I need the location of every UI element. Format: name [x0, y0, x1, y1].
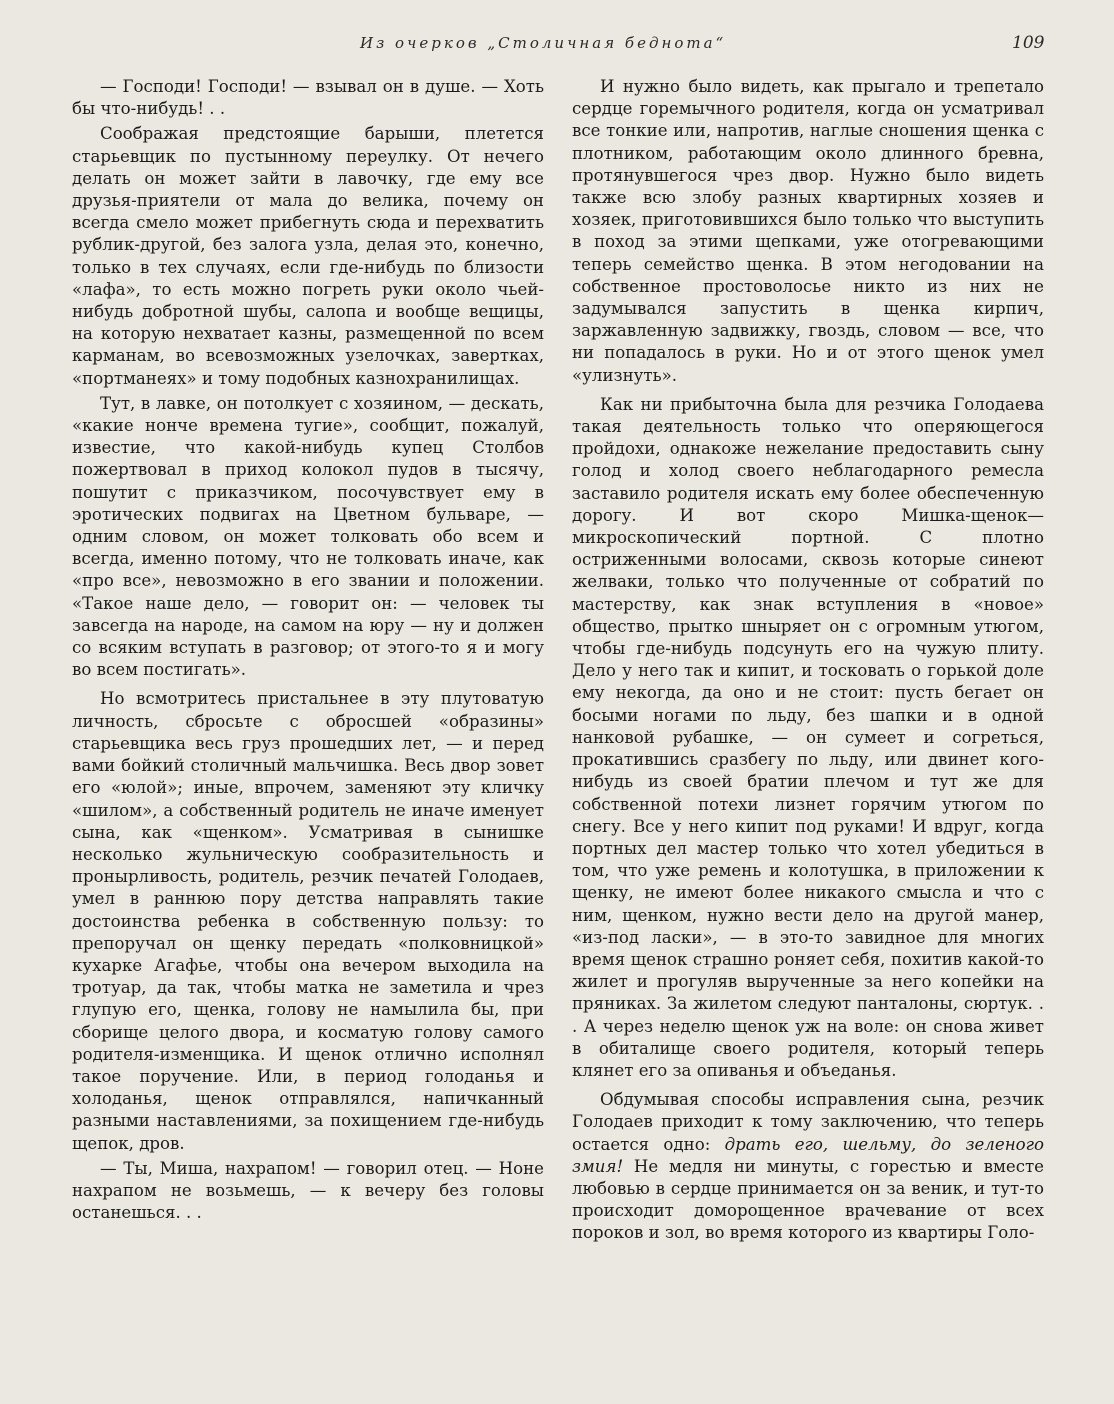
paragraph: [572, 1089, 1044, 1244]
emphasized-phrase: драть его, шельму, до зеленого змия!: [572, 1134, 1044, 1176]
paragraph: — Господи! Господи! — взывал он в душе. — Хоть бы что-нибудь! . .: [72, 77, 544, 119]
paragraph: Тут, в лавке, он потолкует с хозяином, — дескать, «какие нонче времена тугие», сообщит, пожалуй, известие, что какой-нибудь купец Столбов пожертвовал в приход колокол пудов в тысячу, пошутит с приказчиком, посочувствует ему в эротических подвигах на Цветном бульваре, — одним словом, он может толковать обо всем и всегда, именно потому, что не толковать иначе, как «про все», невозможно в его звании и положении. «Такое наше дело, — говорит он: — человек ты завсегда на народе, на самом на юру — ну и должен со всяким вступать в разговор; от этого-то я и могу во всем постигать».: [72, 393, 544, 680]
paragraph-text: Обдумывая способы исправления сына, резчик Голодаев приходит к тому заключению, что теперь остается одно:: [572, 1090, 1044, 1154]
paragraph: Соображая предстоящие барыши, плетется старьевщик по пустынному переулку. От нечего делать он может зайти в лавочку, где ему все друзья-приятели от мала до велика, почему он всегда смело может прибегнуть сюда и перехватить рублик-другой, без залога узла, делая это, конечно, только в тех случаях, если где-нибудь по близости «лафа», то есть можно погреть руки около чьей-нибудь добротной шубы, салопа и вообще вещицы, на которую нехватает казны, размещенной по всем карманам, во всевозможных узелочках, завертках, «портманеях» и тому подобных казнохранилищах.: [72, 124, 544, 388]
page-number: 109: [1012, 33, 1045, 53]
paragraph: — Ты, Миша, нахрапом! — говорил отец. — Ноне нахрапом не возьмешь, — к вечеру без головы останешься. . .: [72, 1158, 544, 1223]
paragraph: И нужно было видеть, как прыгало и трепетало сердце горемычного родителя, когда он усматривал все тонкие или, напротив, наглые сношения щенка с плотником, работающим около длинного бревна, протянувшегося чрез двор. Нужно было видеть также всю злобу разных квартирных хозяев и хозяек, приготовившихся было только что выступить в поход за этими щепками, уже отогревающими теперь семейство щенка. В этом негодовании на собственное простоволосье никто из них не задумывался запустить в щенка кирпич, заржавленную задвижку, гвоздь, словом — все, что ни попадалось в руки. Но и от этого щенок умел «улизнуть».: [572, 77, 1044, 385]
running-title: Из очерков „Столичная беднота“: [360, 34, 727, 52]
left-column: [72, 76, 544, 1224]
paragraph-text: Не медля ни минуты, с горестью и вместе любовью в сердце принимается он за веник, и тут-то происходит доморощенное врачевание от всех пороков и зол, во время которого из квартиры Голо-: [572, 1156, 1044, 1243]
paragraph: Но всмотритесь пристальнее в эту плутоватую личность, сбросьте с обросшей «образины» старьевщика весь груз прошедших лет, — и перед вами бойкий столичный мальчишка. Весь двор зовет его «юлой»; иные, впрочем, заменяют эту кличку «шилом», а собственный родитель не иначе именует сына, как «щенком». Усматривая в сынишке несколько жульническую сообразительность и пронырливость, родитель, резчик печатей Голодаев, умел в раннюю пору детства направлять такие достоинства ребенка в собственную пользу: то препоручал он щенку передать «полковницкой» кухарке Агафье, чтобы она вечером выходила на тротуар, да так, чтобы матка не заметила и чрез глупую его, щенка, голову не намылила бы, при сборище целого двора, и косматую голову самого родителя-изменщика. И щенок отлично исполнял такое поручение. Или, в период голоданья и холоданья, щенок отправлялся, напичканный разными наставлениями, за похищением где-нибудь щепок, дров.: [72, 689, 544, 1153]
paragraph: Как ни прибыточна была для резчика Голодаева такая деятельность только что оперяющегося пройдохи, однакоже нежелание предоставить сыну голод и холод своего неблагодарного ремесла заставило родителя искать ему более обеспеченную дорогу. И вот скоро Мишка-щенок—микроскопический портной. С плотно остриженными волосами, сквозь которые синеют желваки, только что полученные от собратий по мастерству, как знак вступления в «новое» общество, прытко шныряет он с огромным утюгом, чтобы где-нибудь подсунуть его на чужую плиту. Дело у него так и кипит, и тосковать о горькой доле ему некогда, да оно и не стоит: пусть бегает он босыми ногами по льду, без шапки и в одной нанковой рубашке, — он сумеет и согреться, прокатившись сразбегу по льду, или двинет кого-нибудь из своей братии плечом и тут же для собственной потехи лизнет горячим утюгом по снегу. Все у него кипит под руками! И вдруг, когда портных дел мастер только что хотел убедиться в том, что уже ремень и колотушка, в приложении к щенку, не имеют более никакого смысла и что с ним, щенком, нужно вести дело на другой манер, «из-под ласки», — в это-то завидное для многих время щенок страшно роняет себя, похитив какой-то жилет и прогуляв вырученные за него копейки на пряниках. За жилетом следуют панталоны, сюртук. . . А через неделю щенок уж на воле: он снова живет в обиталище своего родителя, который теперь клянет его за опиванья и объеданья.: [572, 394, 1044, 1080]
right-column: [572, 76, 1044, 1245]
